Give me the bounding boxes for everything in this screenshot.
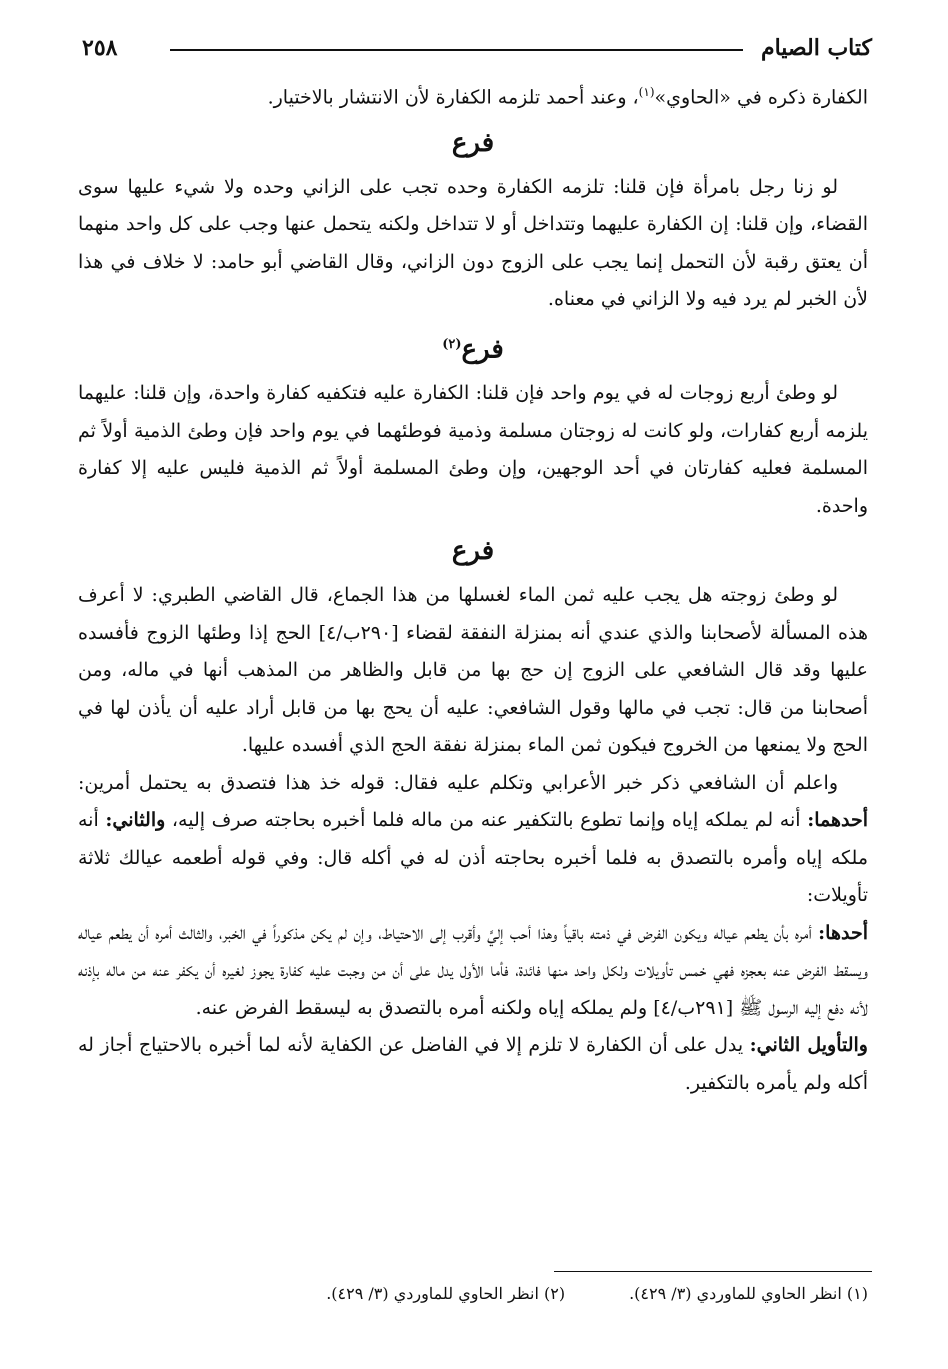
paragraph (78, 765, 868, 915)
footnote-rule (554, 1271, 872, 1272)
paragraph-text: أمره بأن يطعم عياله ويكون الفرض في ذمته باقياً وهذا أحب إليَّ وأقرب إلى الاحتياط، وإن لم يكن مذكوراً في الخبر، والثالث أمره أن يطعم عياله ويسقط الفرض عنه بعجزه فهي خمس تأويلات ولكل واحد منها فائدة، فأما الأول يدل على أن من وجبت عليه كفارة يجوز لغيره أن يكفر عنه من ماله بإذنه لأنه دفع إليه الرسول ﷺ [٢٩١ب/٤] ولم يملكه إياه ولكنه أمره بالتصدق به ليسقط الفرض عنه. (78, 921, 868, 1019)
page-number: ٢٥٨ (82, 35, 118, 61)
footnote-number: (٢) (544, 1284, 566, 1303)
paragraph (78, 169, 868, 319)
section-heading (78, 121, 868, 165)
section-heading-text: فرع (451, 536, 495, 567)
section-heading (78, 529, 868, 573)
paragraph-text: الكفارة ذكره في «الحاوي» (654, 86, 868, 109)
paragraph-text: أنه ملكه إياه وأمره بالتصدق به فلما أخبره بحاجته أذن له في أكله قال: وفي قوله أطعمه عيالك ثلاثة تأويلات: (78, 809, 868, 907)
paragraph-text: ، وعند أحمد تلزمه الكفارة لأن الانتشار بالاختيار. (267, 86, 639, 109)
footnote-1 (629, 1284, 868, 1303)
paragraph-text: لو زنا رجل بامرأة فإن قلنا: تلزمه الكفارة وحده تجب على الزاني وحده ولا شيء عليها سوى القضاء، وإن قلنا: إن الكفارة عليهما وتتداخل أو لا تتداخل ولكنه يتحمل عنها وجب على كل واحد منهما أن يعتق رقبة لأن التحمل إنما يجب على الزوج دون الزاني، وقال القاضي أبو حامد: لا خلاف في هذا لأن الخبر لم يرد فيه ولا الزاني في معناه. (78, 175, 868, 311)
paragraph-text: لو وطئ أربع زوجات له في يوم واحد فإن قلنا: الكفارة عليه فتكفيه كفارة واحدة، وإن قلنا: عليهما يلزمه أربع كفارات، ولو كانت له زوجتان مسلمة وذمية فوطئهما في يوم واحد فإن وطئ الذمية أولاً ثم المسلمة فعليه كفارتان في أحد الوجهين، وإن وطئ المسلمة أولاً ثم الذمية فليس عليه إلا كفارة واحدة. (78, 382, 868, 517)
bold-term: والثاني: (105, 809, 166, 832)
footnote-number: (١) (846, 1284, 868, 1303)
paragraph (78, 1027, 868, 1102)
bold-term: أحدهما: (807, 809, 868, 832)
footnote-marker: (٢) (442, 336, 462, 352)
bold-term: والتأويل الثاني: (749, 1034, 868, 1057)
section-heading (78, 323, 868, 372)
paragraph-text: واعلم أن الشافعي ذكر خبر الأعرابي وتكلم عليه فقال: قوله خذ هذا فتصدق به يحتمل أمرين: (78, 771, 838, 794)
footnote-2 (326, 1284, 565, 1303)
section-heading-text: فرع (461, 334, 504, 365)
page-header (78, 30, 872, 66)
header-rule (170, 49, 743, 51)
footnotes (80, 1284, 868, 1303)
running-title: كتاب الصيام (760, 35, 872, 61)
paragraph-text: يدل على أن الكفارة لا تلزم إلا في الفاضل عن الكفاية لأنه لما أخبره بالاحتياج أجاز له أكله ولم يأمره بالتكفير. (78, 1034, 868, 1094)
body-text (78, 74, 868, 1102)
footnote-marker: (١) (638, 85, 655, 99)
paragraph-text: لو وطئ زوجته هل يجب عليه ثمن الماء لغسلها من هذا الجماع، قال القاضي الطبري: لا أعرف هذه المسألة لأصحابنا والذي عندي أنه بمنزلة النفقة لقضاء [٢٩٠ب/٤] الحج إذا وطئها الزوج فأفسده عليها وقد قال الشافعي على الزوج إن حج بها من قابل والظاهر من المذهب أنها في ماله، ومن أصحابنا من قال: تجب في مالها وقول الشافعي: عليه أن يحج بها من قابل أراد عليه أن يأذن لها في الحج ولا يمنعها من الخروج فيكون ثمن الماء بمنزلة نفقة الحج الذي أفسده عليها. (78, 584, 868, 757)
paragraph (78, 915, 868, 1028)
paragraph (78, 375, 868, 525)
bold-term: أحدها: (818, 921, 868, 944)
paragraph (78, 74, 868, 117)
footnote-text: انظر الحاوي للماوردي (٣/ ٤٢٩). (326, 1284, 539, 1303)
footnote-text: انظر الحاوي للماوردي (٣/ ٤٢٩). (629, 1284, 842, 1303)
paragraph (78, 577, 868, 765)
paragraph-text: أنه لم يملكه إياه وإنما تطوع بالتكفير عنه من ماله فلما أخبره بحاجته صرف إليه، (165, 809, 808, 832)
section-heading-text: فرع (451, 127, 495, 158)
